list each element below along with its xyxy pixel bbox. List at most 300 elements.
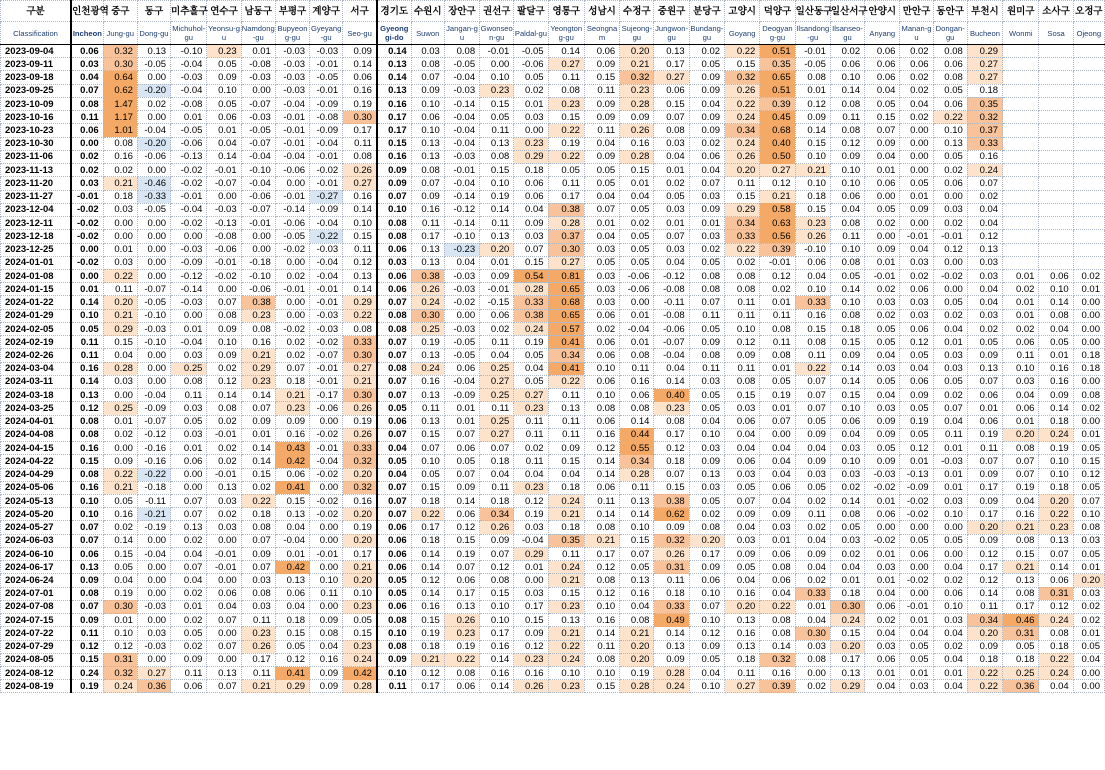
table-row: [1, 375, 1105, 388]
table-cell: 0.07: [171, 508, 207, 521]
table-cell: 0.28: [620, 680, 654, 693]
table-cell: -0.08: [654, 309, 689, 322]
table-cell: 0.10: [933, 124, 967, 137]
col-header-en-18: Jungwon-gu: [654, 22, 689, 45]
table-cell: 0.08: [830, 508, 864, 521]
table-cell: 0.02: [795, 494, 830, 507]
table-cell: 0.00: [1073, 680, 1104, 693]
table-cell: [1039, 230, 1073, 243]
table-cell: 0.29: [967, 45, 1002, 58]
table-cell: 0.08: [1039, 309, 1073, 322]
table-cell: 0.13: [71, 389, 103, 402]
table-cell: 0.03: [760, 521, 795, 534]
table-cell: 0.14: [830, 375, 864, 388]
table-cell: -0.05: [444, 58, 479, 71]
table-cell: 0.03: [584, 283, 619, 296]
table-cell: -0.23: [444, 243, 479, 256]
table-cell: 0.02: [725, 256, 760, 269]
table-cell: 0.04: [275, 600, 309, 613]
table-cell: 0.02: [171, 614, 207, 627]
table-cell: 0.01: [71, 283, 103, 296]
table-cell: 0.09: [689, 111, 724, 124]
table-cell: 0.03: [103, 375, 137, 388]
row-date: 2024-04-01: [1, 415, 72, 428]
col-header-ko-24: 안양시: [865, 1, 900, 22]
table-cell: [1039, 190, 1073, 203]
table-cell: -0.07: [310, 349, 343, 362]
row-date: 2024-05-27: [1, 521, 72, 534]
table-cell: 0.07: [377, 336, 411, 349]
table-cell: 0.16: [103, 150, 137, 163]
table-cell: 0.24: [1039, 614, 1073, 627]
table-cell: 0.15: [830, 336, 864, 349]
col-header-ko-2: 중구: [103, 1, 137, 22]
table-cell: 0.11: [548, 415, 584, 428]
table-cell: 0.22: [548, 124, 584, 137]
table-cell: 0.07: [967, 455, 1002, 468]
table-cell: 0.08: [654, 124, 689, 137]
table-cell: 0.08: [444, 667, 479, 680]
table-cell: 0.02: [933, 164, 967, 177]
table-cell: 0.15: [865, 111, 900, 124]
table-cell: 0.21: [241, 349, 275, 362]
row-date: 2024-07-15: [1, 614, 72, 627]
table-cell: [1073, 84, 1104, 97]
table-cell: 0.19: [411, 336, 444, 349]
table-cell: 0.13: [548, 402, 584, 415]
table-cell: 0.12: [933, 243, 967, 256]
table-cell: 0.01: [689, 217, 724, 230]
table-cell: 0.19: [343, 415, 377, 428]
col-header-en-6: Namdong-gu: [241, 22, 275, 45]
table-cell: 0.06: [584, 481, 619, 494]
table-cell: 0.32: [103, 667, 137, 680]
table-cell: 0.21: [1003, 521, 1039, 534]
table-cell: 0.43: [275, 442, 309, 455]
row-date: 2023-11-13: [1, 164, 72, 177]
table-cell: 0.03: [103, 203, 137, 216]
table-cell: -0.04: [241, 150, 275, 163]
table-cell: 0.05: [830, 269, 864, 282]
table-cell: 0.14: [241, 442, 275, 455]
table-cell: 0.06: [900, 283, 933, 296]
table-cell: 0.35: [760, 58, 795, 71]
row-date: 2024-03-04: [1, 362, 72, 375]
table-cell: 0.00: [137, 349, 170, 362]
table-cell: 0.31: [1003, 627, 1039, 640]
table-cell: 0.17: [967, 481, 1002, 494]
table-row: [1, 256, 1105, 269]
row-date: 2024-01-22: [1, 296, 72, 309]
table-cell: 0.03: [689, 442, 724, 455]
table-cell: -0.12: [654, 269, 689, 282]
table-cell: 0.03: [241, 574, 275, 587]
table-cell: 0.06: [514, 177, 548, 190]
table-cell: 0.03: [865, 561, 900, 574]
table-cell: 0.03: [967, 256, 1002, 269]
table-cell: 0.33: [654, 600, 689, 613]
table-cell: 0.00: [1073, 336, 1104, 349]
row-date: 2024-02-26: [1, 349, 72, 362]
table-cell: -0.02: [310, 428, 343, 441]
table-cell: 0.07: [71, 521, 103, 534]
table-cell: 0.29: [241, 362, 275, 375]
table-cell: 0.15: [548, 111, 584, 124]
table-cell: 0.17: [967, 561, 1002, 574]
table-cell: 0.01: [171, 600, 207, 613]
table-cell: 0.00: [171, 481, 207, 494]
table-cell: -0.01: [480, 283, 514, 296]
table-cell: 0.02: [865, 283, 900, 296]
table-cell: 0.50: [760, 150, 795, 163]
table-cell: -0.01: [207, 561, 241, 574]
table-cell: 0.18: [967, 653, 1002, 666]
table-cell: 0.03: [377, 256, 411, 269]
table-cell: 0.34: [725, 124, 760, 137]
table-cell: 0.22: [725, 45, 760, 58]
table-cell: -0.02: [71, 217, 103, 230]
table-cell: -0.33: [137, 190, 170, 203]
table-cell: -0.10: [137, 336, 170, 349]
table-cell: 0.05: [620, 203, 654, 216]
table-cell: 0.02: [933, 309, 967, 322]
table-cell: 0.00: [900, 521, 933, 534]
table-cell: 0.07: [1003, 468, 1039, 481]
table-cell: -0.03: [444, 322, 479, 335]
table-cell: 0.04: [654, 256, 689, 269]
table-row: [1, 587, 1105, 600]
table-row: [1, 97, 1105, 110]
col-header-en-5: Yeonsu-gu: [207, 22, 241, 45]
table-cell: 0.10: [830, 455, 864, 468]
table-cell: 0.38: [241, 296, 275, 309]
table-cell: 0.05: [760, 375, 795, 388]
table-cell: 0.04: [933, 561, 967, 574]
table-cell: 0.01: [275, 547, 309, 560]
table-cell: 0.10: [548, 667, 584, 680]
table-cell: 0.14: [830, 362, 864, 375]
table-row: [1, 561, 1105, 574]
table-cell: 0.09: [514, 627, 548, 640]
table-cell: 0.00: [207, 627, 241, 640]
table-cell: 0.06: [444, 362, 479, 375]
table-cell: 0.04: [865, 587, 900, 600]
table-cell: [1039, 217, 1073, 230]
table-row: [1, 322, 1105, 335]
table-cell: 0.08: [480, 574, 514, 587]
table-cell: -0.09: [900, 481, 933, 494]
table-cell: 0.16: [241, 336, 275, 349]
table-cell: 0.02: [171, 534, 207, 547]
table-cell: 0.08: [584, 521, 619, 534]
table-cell: 0.04: [514, 362, 548, 375]
table-cell: 0.04: [1039, 680, 1073, 693]
table-cell: 0.01: [865, 164, 900, 177]
table-cell: 0.08: [620, 614, 654, 627]
table-cell: 0.14: [343, 58, 377, 71]
table-cell: 0.28: [620, 150, 654, 163]
table-cell: 0.00: [900, 137, 933, 150]
table-cell: 0.09: [654, 653, 689, 666]
table-cell: 0.20: [343, 508, 377, 521]
table-cell: -0.06: [207, 243, 241, 256]
table-cell: 0.14: [830, 494, 864, 507]
table-cell: -0.01: [900, 230, 933, 243]
table-cell: 0.23: [548, 97, 584, 110]
table-cell: 0.01: [865, 547, 900, 560]
row-date: 2023-09-25: [1, 84, 72, 97]
row-date: 2024-05-13: [1, 494, 72, 507]
table-cell: 0.05: [689, 256, 724, 269]
table-cell: -0.04: [310, 455, 343, 468]
table-cell: 0.14: [584, 627, 619, 640]
table-cell: 0.21: [275, 389, 309, 402]
table-cell: 0.02: [1073, 402, 1104, 415]
table-cell: 0.07: [689, 177, 724, 190]
table-cell: 0.13: [377, 58, 411, 71]
table-cell: 0.27: [760, 164, 795, 177]
table-cell: [1073, 203, 1104, 216]
col-header-ko-18: 중원구: [654, 1, 689, 22]
table-cell: 0.00: [137, 164, 170, 177]
table-cell: 0.04: [310, 640, 343, 653]
table-cell: 0.19: [514, 508, 548, 521]
table-cell: 0.00: [207, 653, 241, 666]
table-cell: 0.06: [967, 415, 1002, 428]
table-cell: 0.05: [1073, 442, 1104, 455]
table-cell: -0.22: [310, 230, 343, 243]
table-cell: 0.08: [725, 283, 760, 296]
table-cell: -0.07: [137, 283, 170, 296]
table-cell: 0.04: [795, 614, 830, 627]
table-row: [1, 627, 1105, 640]
col-header-ko-14: 팔달구: [514, 1, 548, 22]
table-cell: 0.23: [343, 600, 377, 613]
table-cell: 0.22: [548, 375, 584, 388]
table-cell: 0.16: [795, 309, 830, 322]
table-cell: 0.06: [620, 389, 654, 402]
table-cell: 0.27: [654, 71, 689, 84]
table-cell: 0.09: [584, 58, 619, 71]
table-cell: 0.03: [865, 296, 900, 309]
table-cell: 0.09: [310, 667, 343, 680]
table-cell: 0.03: [171, 402, 207, 415]
table-cell: -0.04: [444, 124, 479, 137]
table-cell: -0.09: [310, 97, 343, 110]
table-cell: 0.01: [865, 574, 900, 587]
table-cell: 0.10: [1003, 362, 1039, 375]
table-cell: 0.13: [967, 243, 1002, 256]
table-cell: 0.14: [71, 296, 103, 309]
table-cell: 0.00: [1073, 415, 1104, 428]
row-date: 2024-01-08: [1, 269, 72, 282]
table-cell: 0.04: [725, 574, 760, 587]
table-cell: 0.09: [207, 71, 241, 84]
table-cell: 0.16: [411, 600, 444, 613]
table-cell: 0.03: [1003, 375, 1039, 388]
table-cell: 0.01: [1073, 428, 1104, 441]
table-cell: 0.07: [760, 415, 795, 428]
table-cell: 0.06: [900, 322, 933, 335]
col-header-ko-30: 오정구: [1073, 1, 1104, 22]
table-cell: 0.00: [241, 243, 275, 256]
table-cell: 0.24: [548, 653, 584, 666]
table-cell: -0.09: [310, 124, 343, 137]
table-cell: 0.05: [620, 243, 654, 256]
table-cell: 0.22: [795, 362, 830, 375]
table-cell: 0.05: [725, 561, 760, 574]
table-cell: -0.01: [310, 375, 343, 388]
table-cell: -0.03: [310, 309, 343, 322]
table-cell: 0.00: [137, 574, 170, 587]
table-cell: 0.14: [444, 494, 479, 507]
table-cell: 0.19: [444, 547, 479, 560]
table-cell: 0.10: [480, 71, 514, 84]
table-cell: 0.11: [480, 402, 514, 415]
table-cell: -0.02: [310, 336, 343, 349]
table-cell: 0.09: [241, 415, 275, 428]
table-cell: [1073, 256, 1104, 269]
table-cell: 0.09: [514, 217, 548, 230]
table-cell: 0.34: [620, 455, 654, 468]
table-cell: -0.03: [275, 45, 309, 58]
table-cell: 0.38: [514, 309, 548, 322]
table-cell: 0.01: [444, 415, 479, 428]
table-cell: 0.13: [137, 45, 170, 58]
table-cell: 0.02: [71, 150, 103, 163]
table-cell: 0.08: [71, 428, 103, 441]
table-cell: -0.04: [620, 322, 654, 335]
table-row: [1, 600, 1105, 613]
table-cell: 0.09: [207, 349, 241, 362]
table-cell: 0.09: [865, 428, 900, 441]
table-cell: -0.46: [137, 177, 170, 190]
table-cell: 0.10: [584, 600, 619, 613]
table-cell: 0.23: [795, 217, 830, 230]
table-cell: 0.05: [1073, 640, 1104, 653]
table-cell: -0.02: [900, 494, 933, 507]
table-cell: 0.10: [725, 322, 760, 335]
table-cell: 0.08: [1073, 389, 1104, 402]
table-cell: 0.03: [725, 534, 760, 547]
table-cell: 0.55: [620, 442, 654, 455]
table-cell: 0.09: [103, 455, 137, 468]
table-cell: 0.13: [620, 494, 654, 507]
table-cell: -0.04: [171, 203, 207, 216]
table-cell: 0.16: [71, 442, 103, 455]
table-cell: 0.17: [343, 547, 377, 560]
table-cell: 0.09: [411, 190, 444, 203]
table-cell: 0.16: [275, 428, 309, 441]
table-cell: 0.08: [795, 71, 830, 84]
row-date: 2023-10-23: [1, 124, 72, 137]
table-cell: 0.22: [760, 600, 795, 613]
table-cell: -0.04: [444, 177, 479, 190]
table-cell: 0.04: [967, 217, 1002, 230]
table-cell: 0.11: [725, 296, 760, 309]
table-cell: 0.08: [71, 415, 103, 428]
table-cell: 0.13: [830, 667, 864, 680]
table-cell: 0.27: [967, 71, 1002, 84]
table-cell: 0.03: [900, 296, 933, 309]
table-cell: 0.12: [514, 494, 548, 507]
table-cell: 0.30: [103, 58, 137, 71]
table-cell: [1073, 243, 1104, 256]
table-cell: 0.11: [689, 309, 724, 322]
table-row: [1, 534, 1105, 547]
col-header-ko-10: 경기도: [377, 1, 411, 22]
table-cell: 0.01: [900, 190, 933, 203]
col-header-en-17: Sujeong-gu: [620, 22, 654, 45]
table-cell: 0.13: [207, 481, 241, 494]
table-cell: -0.12: [444, 203, 479, 216]
table-cell: -0.03: [137, 322, 170, 335]
col-header-ko-16: 성남시: [584, 1, 619, 22]
table-cell: 0.17: [480, 627, 514, 640]
table-cell: 0.12: [480, 561, 514, 574]
table-cell: 0.01: [103, 415, 137, 428]
table-cell: 0.07: [967, 177, 1002, 190]
table-cell: 0.10: [795, 283, 830, 296]
table-cell: 0.15: [71, 455, 103, 468]
table-cell: -0.04: [310, 256, 343, 269]
table-cell: -0.01: [171, 190, 207, 203]
table-cell: 0.05: [514, 71, 548, 84]
table-cell: 0.06: [584, 349, 619, 362]
table-cell: 0.00: [137, 375, 170, 388]
table-cell: -0.10: [171, 45, 207, 58]
table-cell: 0.07: [584, 203, 619, 216]
table-cell: 0.04: [1039, 322, 1073, 335]
table-cell: 0.02: [795, 574, 830, 587]
row-date: 2024-03-18: [1, 389, 72, 402]
table-cell: 0.03: [900, 256, 933, 269]
table-cell: 0.01: [760, 296, 795, 309]
table-cell: 0.01: [620, 309, 654, 322]
table-cell: 0.17: [411, 680, 444, 693]
row-date: 2024-04-29: [1, 468, 72, 481]
table-cell: [1003, 230, 1039, 243]
table-cell: 0.04: [900, 362, 933, 375]
table-row: [1, 177, 1105, 190]
table-cell: 0.07: [377, 349, 411, 362]
table-cell: 0.18: [1039, 481, 1073, 494]
table-cell: 0.09: [1039, 389, 1073, 402]
table-cell: 0.01: [1003, 309, 1039, 322]
table-cell: 0.01: [514, 97, 548, 110]
table-cell: 0.04: [760, 468, 795, 481]
col-header-en-10: Gyeonggi-do: [377, 22, 411, 45]
table-cell: -0.01: [275, 137, 309, 150]
table-cell: 0.23: [1039, 521, 1073, 534]
table-cell: 0.06: [584, 45, 619, 58]
table-cell: 0.31: [103, 653, 137, 666]
table-cell: -0.02: [900, 574, 933, 587]
table-row: [1, 336, 1105, 349]
table-cell: 0.09: [444, 481, 479, 494]
table-cell: -0.05: [444, 336, 479, 349]
table-cell: 0.07: [620, 547, 654, 560]
table-cell: 0.01: [933, 442, 967, 455]
table-cell: 0.07: [207, 614, 241, 627]
table-cell: 0.06: [1039, 574, 1073, 587]
table-cell: 0.11: [71, 336, 103, 349]
table-cell: 0.02: [933, 640, 967, 653]
row-date: 2024-04-15: [1, 442, 72, 455]
table-cell: 0.06: [584, 415, 619, 428]
table-cell: 0.14: [207, 389, 241, 402]
table-cell: -0.01: [795, 45, 830, 58]
